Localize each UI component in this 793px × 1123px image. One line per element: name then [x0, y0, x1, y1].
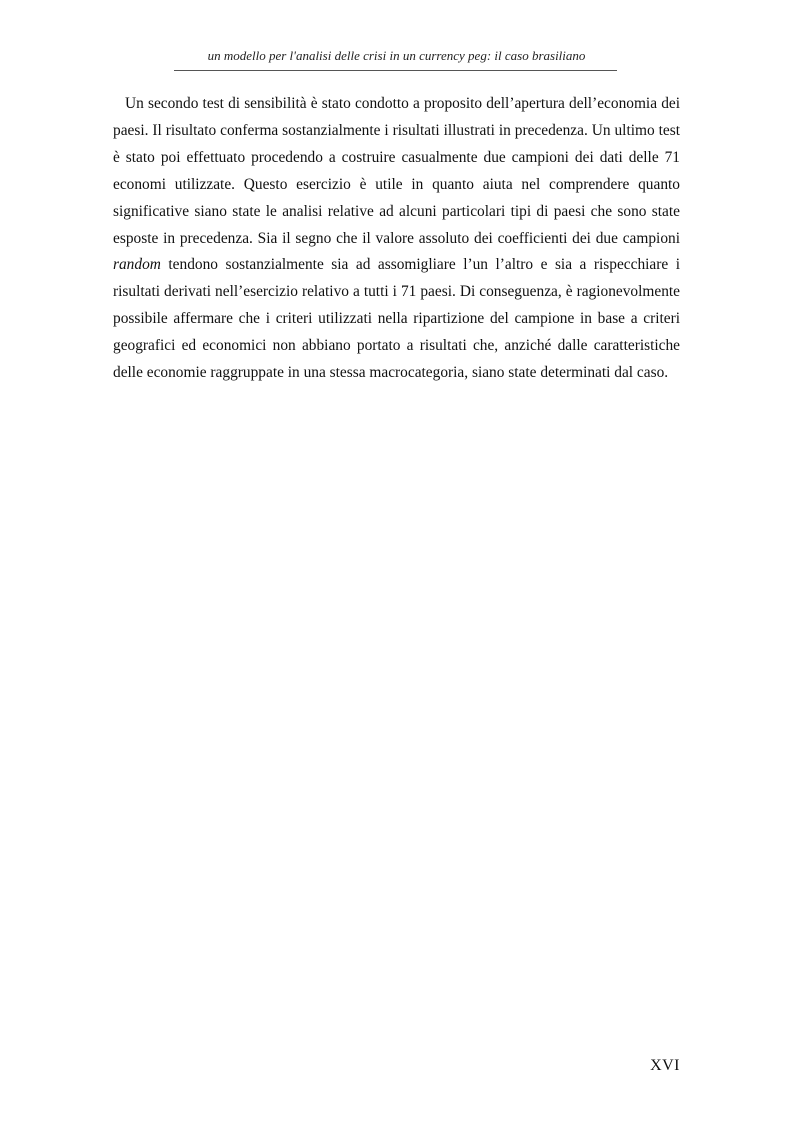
paragraph-text-end: tendono sostanzialmente sia ad assomigliare l’un l’altro e sia a rispecchiare i risultati derivati nell’esercizio relativo a tutti i 71 paesi. Di conseguenza, è ragionevolmente possibile affermare che i criteri utilizzati nella ripartizione del campione in base a criteri geografici ed economici non abbiano portato a risultati che, anziché dalle caratteristiche delle economie raggruppate in una stessa macrocategoria, siano state determinati dal caso.	[113, 256, 680, 382]
body-paragraph	[113, 91, 680, 387]
running-header: un modello per l'analisi delle crisi in un currency peg: il caso brasiliano	[207, 48, 586, 63]
paragraph-text-start: Un secondo test di sensibilità è stato condotto a proposito dell’apertura dell’economia dei paesi. Il risultato conferma sostanzialmente i risultati illustrati in precedenza. Un ultimo test è stato poi effettuato procedendo a costruire casualmente due campioni dei dati delle 71 economi utilizzate. Questo esercizio è utile in quanto aiuta nel comprendere quanto significative siano state le analisi relative ad alcuni particolari tipi di paesi che sono state esposte in precedenza. Sia il segno che il valore assoluto dei coefficienti dei due campioni	[113, 95, 680, 247]
page-number: XVI	[650, 1057, 680, 1074]
italic-term: random	[113, 256, 161, 274]
header-divider	[174, 70, 617, 71]
